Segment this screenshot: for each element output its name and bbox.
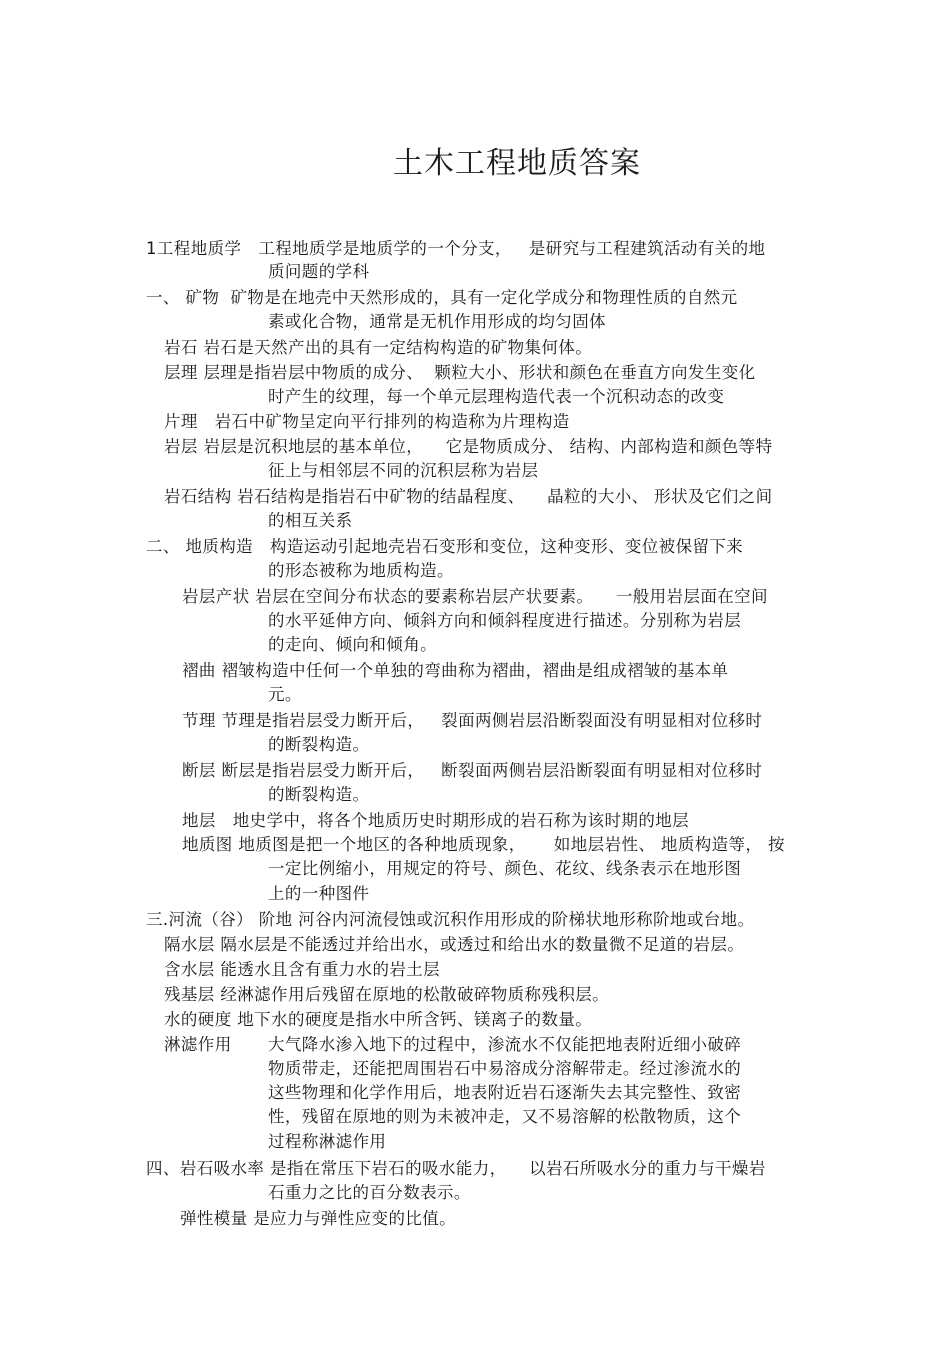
text-line: 过程称淋滤作用 bbox=[268, 1132, 387, 1151]
text-line: 元。 bbox=[268, 685, 302, 704]
text-line: 节理 节理是指岩层受力断开后， 裂面两侧岩层沿断裂面没有明显相对位移时 bbox=[182, 711, 763, 730]
text-line: 褶曲 褶皱构造中任何一个单独的弯曲称为褶曲，褶曲是组成褶皱的基本单 bbox=[182, 661, 729, 680]
text-line: 这些物理和化学作用后，地表附近岩石逐渐失去其完整性、致密 bbox=[268, 1083, 742, 1102]
text-line: 一、 矿物 矿物是在地壳中天然形成的，具有一定化学成分和物理性质的自然元 bbox=[146, 288, 738, 307]
text-line: 上的一种图件 bbox=[268, 884, 370, 903]
text-line: 的相互关系 bbox=[268, 511, 353, 530]
text-line: 岩层 岩层是沉积地层的基本单位， 它是物质成分、 结构、内部构造和颜色等特 bbox=[164, 437, 773, 456]
text-line: 时产生的纹理，每一个单元层理构造代表一个沉积动态的改变 bbox=[268, 387, 725, 406]
document-title: 土木工程地质答案 bbox=[393, 146, 641, 181]
text-line: 地质图 地质图是把一个地区的各种地质现象， 如地层岩性、 地质构造等， 按 bbox=[182, 835, 785, 854]
text-line: 岩石 岩石是天然产出的具有一定结构构造的矿物集何体。 bbox=[164, 338, 593, 357]
text-line: 含水层 能透水且含有重力水的岩土层 bbox=[164, 960, 441, 979]
text-line: 大气降水渗入地下的过程中，渗流水不仅能把地表附近细小破碎 bbox=[268, 1035, 742, 1054]
text-line: 一定比例缩小，用规定的符号、颜色、花纹、线条表示在地形图 bbox=[268, 859, 742, 878]
text-line: 质问题的学科 bbox=[268, 262, 370, 281]
text-line: 的断裂构造。 bbox=[268, 735, 370, 754]
text-line: 的断裂构造。 bbox=[268, 785, 370, 804]
text-line: 残基层 经淋滤作用后残留在原地的松散破碎物质称残积层。 bbox=[164, 985, 610, 1004]
text-line: 淋滤作用 bbox=[164, 1035, 232, 1054]
text-line: 岩层产状 岩层在空间分布状态的要素称岩层产状要素。 一般用岩层面在空间 bbox=[182, 587, 768, 606]
text-line: 片理 岩石中矿物呈定向平行排列的构造称为片理构造 bbox=[164, 412, 570, 431]
text-line: 石重力之比的百分数表示。 bbox=[268, 1183, 471, 1202]
text-line: 征上与相邻层不同的沉积层称为岩层 bbox=[268, 461, 539, 480]
text-line: 断层 断层是指岩层受力断开后， 断裂面两侧岩层沿断裂面有明显相对位移时 bbox=[182, 761, 763, 780]
text-line: 弹性模量 是应力与弹性应变的比值。 bbox=[180, 1209, 457, 1228]
text-line: 物质带走，还能把周围岩石中易溶成分溶解带走。经过渗流水的 bbox=[268, 1059, 742, 1078]
text-line: 的走向、倾向和倾角。 bbox=[268, 635, 437, 654]
text-line: 岩石结构 岩石结构是指岩石中矿物的结晶程度、 晶粒的大小、 形状及它们之间 bbox=[164, 487, 773, 506]
text-line: 的水平延伸方向、倾斜方向和倾斜程度进行描述。分别称为岩层 bbox=[268, 611, 742, 630]
text-line: 的形态被称为地质构造。 bbox=[268, 561, 454, 580]
text-line: 水的硬度 地下水的硬度是指水中所含钙、镁离子的数量。 bbox=[164, 1010, 593, 1029]
text-line: 地层 地史学中，将各个地质历史时期形成的岩石称为该时期的地层 bbox=[182, 811, 690, 830]
text-line: 素或化合物，通常是无机作用形成的均匀固体 bbox=[268, 312, 606, 331]
text-line: 1工程地质学 工程地质学是地质学的一个分支， 是研究与工程建筑活动有关的地 bbox=[146, 239, 766, 258]
text-line: 二、 地质构造 构造运动引起地壳岩石变形和变位，这种变形、变位被保留下来 bbox=[146, 537, 744, 556]
text-line: 隔水层 隔水层是不能透过并给出水，或透过和给出水的数量微不足道的岩层。 bbox=[164, 935, 745, 954]
text-line: 性，残留在原地的则为未被冲走，又不易溶解的松散物质，这个 bbox=[268, 1107, 742, 1126]
text-line: 层理 层理是指岩层中物质的成分、 颗粒大小、形状和颜色在垂直方向发生变化 bbox=[164, 363, 756, 382]
text-line: 四、岩石吸水率 是指在常压下岩石的吸水能力， 以岩石所吸水分的重力与干燥岩 bbox=[146, 1159, 766, 1178]
text-line: 三.河流（谷） 阶地 河谷内河流侵蚀或沉积作用形成的阶梯状地形称阶地或台地。 bbox=[146, 910, 755, 929]
